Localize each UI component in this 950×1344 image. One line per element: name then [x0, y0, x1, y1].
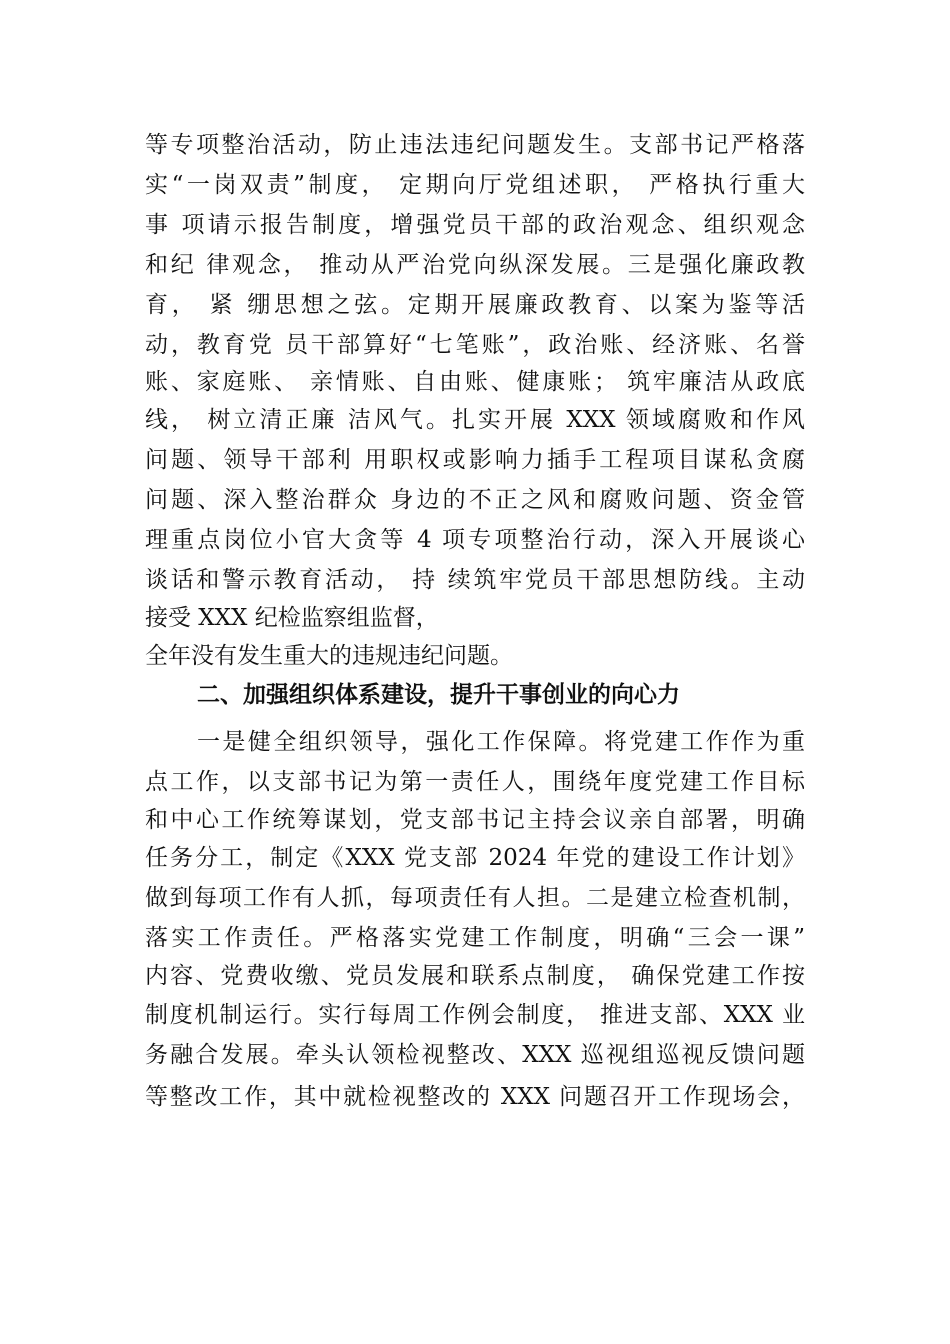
text-line: 落实工作责任。严格落实党建工作制度，明确“三会一课”	[145, 925, 805, 951]
text-line: 问题、深入整治群众 身边的不正之风和腐败问题、资金管	[145, 487, 805, 513]
text-line: 务融合发展。牵头认领检视整改、XXX 巡视组巡视反馈问题	[145, 1042, 805, 1068]
text-line: 动，教育党 员干部算好“七笔账”，政治账、经济账、名誉	[145, 332, 805, 358]
text-line: 任务分工，制定《XXX 党支部 2024 年党的建设工作计划》	[145, 845, 805, 871]
text-line: 一是健全组织领导，强化工作保障。将党建工作作为重	[197, 729, 805, 755]
text-line: 做到每项工作有人抓，每项责任有人担。二是建立检查机制，	[145, 885, 805, 911]
text-line: 和纪 律观念， 推动从严治党向纵深发展。三是强化廉政教	[145, 252, 805, 278]
text-line: 事 项请示报告制度，增强党员干部的政治观念、组织观念	[145, 212, 805, 238]
text-line: 等整改工作，其中就检视整改的 XXX 问题召开工作现场会，	[145, 1084, 805, 1110]
text-line: 全年没有发生重大的违规违纪问题。	[145, 643, 513, 669]
section-heading: 二、加强组织体系建设，提升干事创业的向心力	[197, 682, 680, 708]
text-line: 接受 XXX 纪检监察组监督，	[145, 605, 439, 631]
text-line: 问题、领导干部利 用职权或影响力插手工程项目谋私贪腐	[145, 447, 805, 473]
text-line: 和中心工作统筹谋划，党支部书记主持会议亲自部署，明确	[145, 807, 805, 833]
text-line: 线， 树立清正廉 洁风气。扎实开展 XXX 领域腐败和作风	[145, 407, 805, 433]
text-line: 内容、党费收缴、党员发展和联系点制度， 确保党建工作按	[145, 963, 805, 989]
text-line: 实“一岗双责”制度， 定期向厅党组述职， 严格执行重大	[145, 172, 805, 198]
text-line: 谈话和警示教育活动， 持 续筑牢党员干部思想防线。主动	[145, 567, 805, 593]
text-line: 理重点岗位小官大贪等 4 项专项整治行动，深入开展谈心	[145, 527, 805, 553]
text-line: 点工作，以支部书记为第一责任人，围绕年度党建工作目标	[145, 769, 805, 795]
text-line: 育， 紧 绷思想之弦。定期开展廉政教育、以案为鉴等活	[145, 292, 805, 318]
text-line: 账、家庭账、 亲情账、自由账、健康账； 筑牢廉洁从政底	[145, 369, 805, 395]
text-line: 制度机制运行。实行每周工作例会制度， 推进支部、XXX 业	[145, 1002, 805, 1028]
text-line: 等专项整治活动，防止违法违纪问题发生。支部书记严格落	[145, 132, 805, 158]
